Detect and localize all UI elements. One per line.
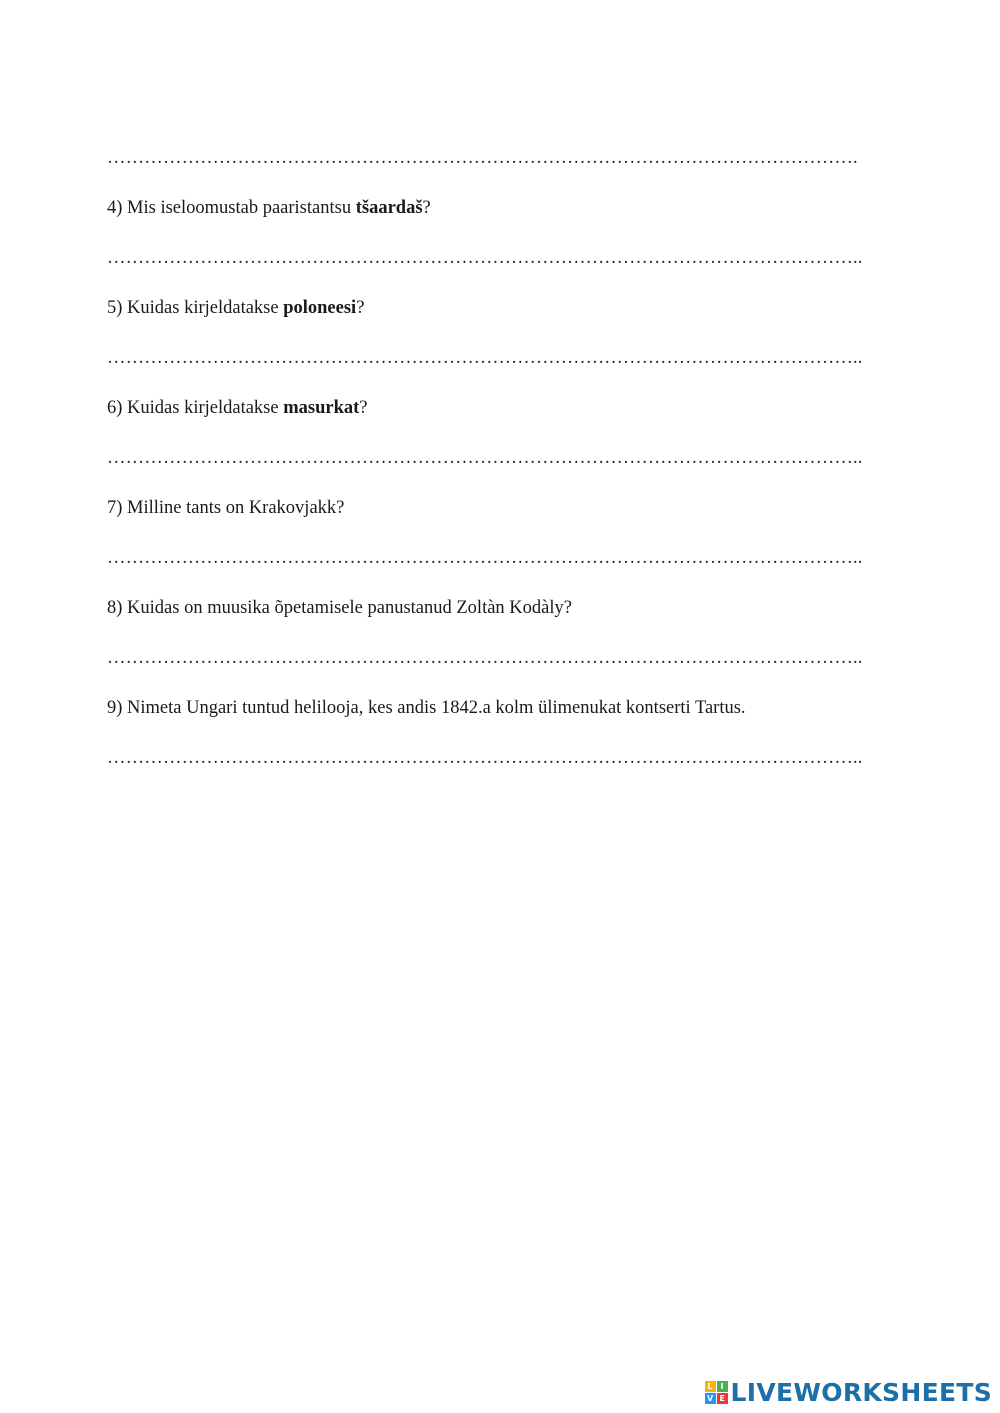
question-6 [107,397,368,419]
liveworksheets-logo[interactable] [705,1377,992,1407]
question-7-text: 7) Milline tants on Krakovjakk? [107,498,345,518]
logo-letter-e: E [717,1393,728,1404]
question-4-term: tšaardaš [355,198,423,218]
question-7 [107,497,344,519]
answer-line-9[interactable]: ………………………………………………………………………………………………………….. [107,748,863,768]
question-6-term: masurkat [283,398,360,418]
brand-name: LIVEWORKSHEETS [730,1377,992,1407]
question-4-text: 4) Mis iseloomustab paaristantsu [107,198,356,218]
question-9 [107,697,746,719]
question-8 [107,597,572,619]
question-4-suffix: ? [422,198,431,218]
answer-line-7[interactable]: ………………………………………………………………………………………………………….. [107,548,863,568]
question-5-suffix: ? [356,298,365,318]
answer-line-6[interactable]: ………………………………………………………………………………………………………….. [107,448,863,468]
logo-letter-l: L [705,1381,716,1392]
question-9-text: 9) Nimeta Ungari tuntud helilooja, kes andis 1842.a kolm ülimenukat kontserti Tartus. [107,698,746,718]
answer-line-4[interactable]: ………………………………………………………………………………………………………….. [107,248,863,268]
question-8-text: 8) Kuidas on muusika õpetamisele panustanud Zoltàn Kodàly? [107,598,572,618]
answer-line-3[interactable]: …………………………………………………………………………………………………………. [107,148,858,168]
question-6-text: 6) Kuidas kirjeldatakse [107,398,284,418]
logo-letter-v: V [705,1393,716,1404]
answer-line-5[interactable]: ………………………………………………………………………………………………………….. [107,348,863,368]
question-4 [107,197,431,219]
question-5-text: 5) Kuidas kirjeldatakse [107,298,284,318]
question-5 [107,297,364,319]
question-5-term: poloneesi [283,298,357,318]
question-6-suffix: ? [359,398,368,418]
logo-letter-i: I [717,1381,728,1392]
liveworksheets-logo-icon [705,1381,728,1404]
answer-line-8[interactable]: ………………………………………………………………………………………………………….. [107,648,863,668]
